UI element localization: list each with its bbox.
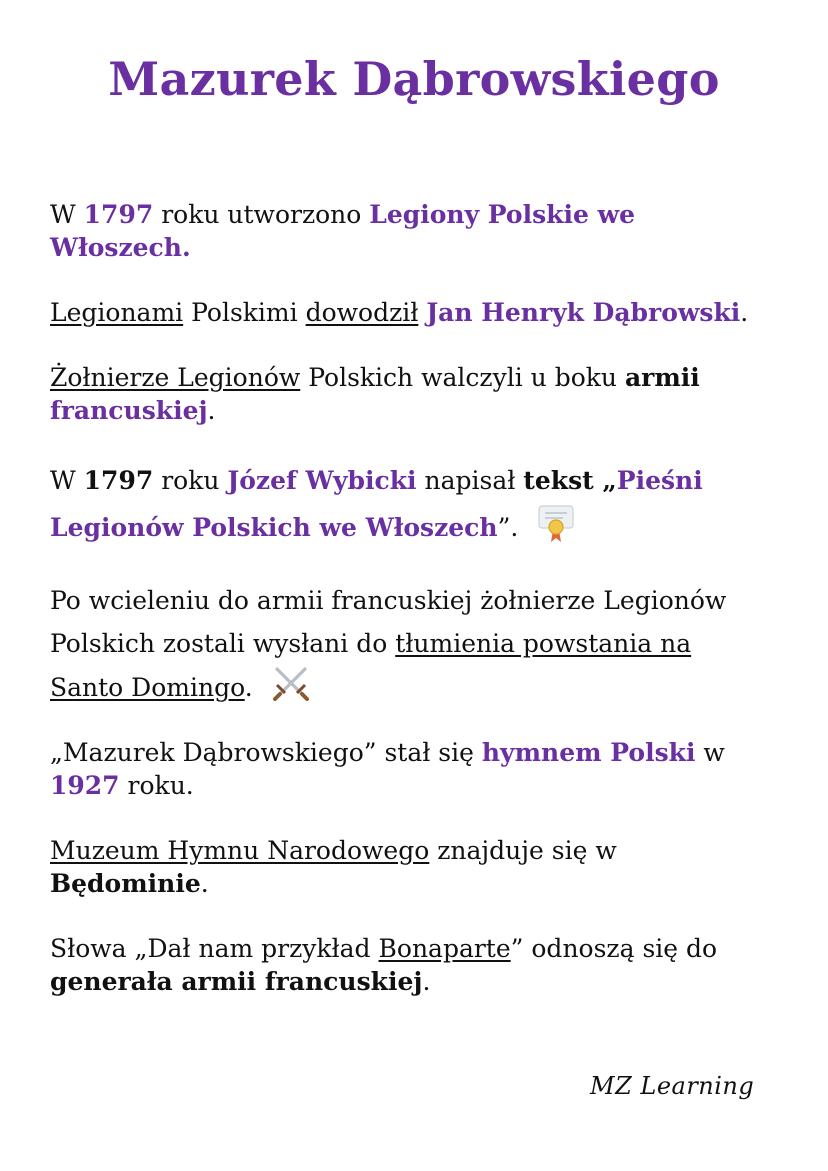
underlined-term: Żołnierze Legionów <box>50 363 301 392</box>
text: Po wcieleniu do armii francuskiej żołnierze Legionów Polskich zostali wysłani do <box>50 586 727 658</box>
text: . <box>200 869 209 898</box>
crossed-swords-icon <box>271 665 311 714</box>
year-bold: 1797 <box>83 466 154 495</box>
author-signature: MZ Learning <box>590 1072 755 1100</box>
underlined-term: Muzeum Hymnu Narodowego <box>50 836 430 865</box>
name-highlight: Jan Henryk Dąbrowski <box>426 298 741 327</box>
text: roku utworzono <box>153 200 370 229</box>
fact-paragraph-5 <box>50 579 770 714</box>
underlined-term: dowodził <box>305 298 419 327</box>
bold-term: armii <box>624 363 700 392</box>
text: w <box>695 738 725 767</box>
text: . <box>207 396 216 425</box>
text: Polskimi <box>183 298 306 327</box>
french-highlight: francuskiej <box>50 396 208 425</box>
fact-paragraph-3 <box>50 361 770 427</box>
diploma-scroll-icon <box>536 502 576 557</box>
underlined-term: Bonaparte <box>378 934 511 963</box>
page-title: Mazurek Dąbrowskiego <box>108 52 720 106</box>
name-highlight: Józef Wybicki <box>227 466 417 495</box>
underlined-term: Legionami <box>50 298 184 327</box>
text: . <box>740 298 749 327</box>
text: roku. <box>119 771 194 800</box>
text: ” odnoszą się do <box>510 934 718 963</box>
text: . <box>244 673 253 702</box>
text: W <box>50 466 84 495</box>
anthem-highlight: hymnem Polski <box>481 738 696 767</box>
text: Słowa „Dał nam przykład <box>50 934 379 963</box>
bold-term: tekst „ <box>523 466 617 495</box>
text: napisał <box>416 466 524 495</box>
text: W <box>50 200 84 229</box>
text: Polskich walczyli u boku <box>300 363 625 392</box>
bold-term: generała armii francuskiej <box>50 967 423 996</box>
fact-list <box>50 198 770 1030</box>
text: . <box>422 967 431 996</box>
text: ”. <box>497 513 519 542</box>
fact-paragraph-2 <box>50 296 770 329</box>
underlined-term: tłumienia powstania na Santo Domingo <box>50 629 692 702</box>
legions-highlight: Legiony Polskie we Włoszech. <box>50 200 636 262</box>
text: roku <box>153 466 228 495</box>
year-highlight: 1797 <box>83 200 154 229</box>
text: znajduje się w <box>429 836 617 865</box>
fact-paragraph-7 <box>50 834 770 900</box>
fact-paragraph-8 <box>50 932 770 998</box>
song-title-highlight: Pieśni Legionów Polskich we Włoszech <box>50 466 703 542</box>
fact-paragraph-1 <box>50 198 770 264</box>
year-highlight: 1927 <box>50 771 120 800</box>
fact-paragraph-4 <box>50 459 770 557</box>
fact-paragraph-6 <box>50 736 770 802</box>
bold-term: Będominie <box>50 869 201 898</box>
text: „Mazurek Dąbrowskiego” stał się <box>50 738 482 767</box>
